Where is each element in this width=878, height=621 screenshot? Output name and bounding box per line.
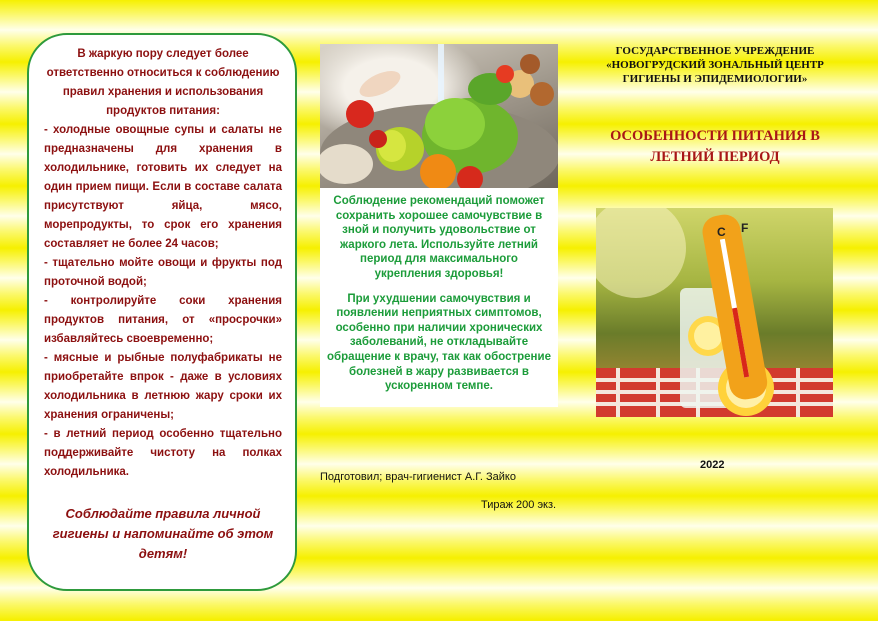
rules-outro: Соблюдайте правила личной гигиены и напоминайте об этом детям! <box>52 506 274 561</box>
rules-panel <box>27 33 297 591</box>
advice-box <box>320 188 558 407</box>
advice-paragraph-2: При ухудшении самочувствия и появлении неприятных симптомов, особенно при наличии хронических заболеваний, не откладывайте обращение к врачу, так как обострение болезней в жару развивается в ускоренном темпе. <box>327 292 551 393</box>
vegetables-illustration <box>320 44 558 188</box>
summer-lemonade-thermometer-photo <box>596 208 833 417</box>
organization-name: ГОСУДАРСТВЕННОЕ УЧРЕЖДЕНИЕ «НОВОГРУДСКИЙ ЗОНАЛЬНЫЙ ЦЕНТР ГИГИЕНЫ И ЭПИДЕМИОЛОГИИ» <box>606 45 824 85</box>
rule-item-3: - контролируйте соки хранения продуктов питания, от «просрочки» избавляйтесь своевременно; <box>44 295 282 345</box>
prepared-by: Подготовил; врач-гигиенист А.Г. Зайко <box>320 471 516 483</box>
vegetables-washing-photo <box>320 44 558 188</box>
rule-item-4: - мясные и рыбные полуфабрикаты не приобретайте впрок - даже в условиях холодильника в летнюю жару сроки их хранения ограничены; <box>44 352 282 421</box>
rule-item-1: - холодные овощные супы и салаты не предназначены для хранения в холодильнике, готовить их следует на один прием пищи. Если в составе салата присутствуют яйца, мясо, морепродукты, то срок его хранения составляет не более 24 часов; <box>44 124 282 250</box>
rules-intro: В жаркую пору следует более ответственно относиться к соблюдению правил хранения и использования продуктов питания: <box>46 48 280 117</box>
rule-item-5: - в летний период особенно тщательно поддерживайте чистоту на полках холодильника. <box>44 428 282 478</box>
brochure-title: ОСОБЕННОСТИ ПИТАНИЯ В ЛЕТНИЙ ПЕРИОД <box>610 128 820 165</box>
rule-item-2: - тщательно мойте овощи и фрукты под проточной водой; <box>44 257 282 288</box>
print-run: Тираж 200 экз. <box>481 499 557 511</box>
lemonade-thermometer-illustration <box>596 208 833 417</box>
advice-paragraph-1: Соблюдение рекомендаций поможет сохранить хорошее самочувствие в зной и получить удовольствие от жаркого лета. Используйте летний период для максимального укрепления здоровья! <box>333 195 545 280</box>
publication-year: 2022 <box>700 459 725 471</box>
thermometer-f-label: F <box>741 221 749 235</box>
thermometer-c-label: C <box>717 225 726 239</box>
